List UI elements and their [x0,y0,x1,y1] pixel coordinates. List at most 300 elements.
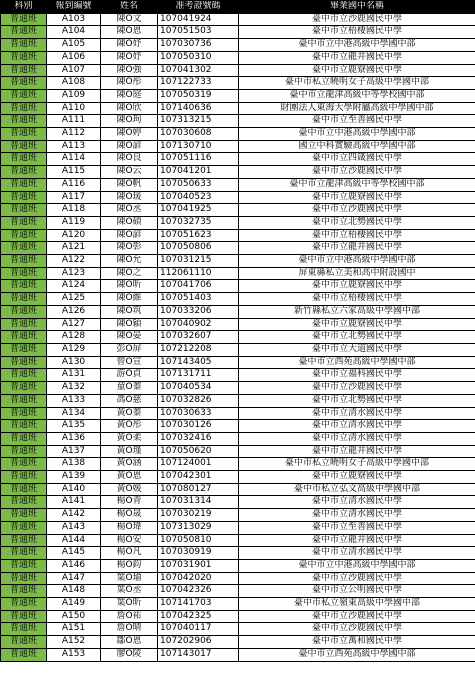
exam-number-cell: 107050633 [158,178,239,191]
exam-number-cell: 107040523 [158,191,239,204]
category-cell: 普通班 [1,356,47,369]
category-cell: 普通班 [1,331,47,344]
school-name-cell: 臺中市立龍井國民中學 [239,242,475,255]
checkin-number-cell: A131 [47,369,101,382]
checkin-number-cell: A120 [47,229,101,242]
student-name-cell: 游O貞 [101,369,158,382]
checkin-number-cell: A118 [47,204,101,217]
student-name-cell: 楊O安 [101,534,158,547]
school-name-cell: 臺中市立龍井國民中學 [239,51,475,64]
checkin-number-cell: A133 [47,394,101,407]
table-row [1,458,475,471]
school-name-cell: 臺中市私立曉明女子高級中學國中部 [239,77,475,90]
school-name-cell: 臺中市立西苑高級中學國中部 [239,648,475,661]
school-name-cell: 臺中市立鹿寮國民中學 [239,280,475,293]
category-cell: 普通班 [1,140,47,153]
checkin-number-cell: A111 [47,115,101,128]
checkin-number-cell: A136 [47,432,101,445]
school-name-cell: 臺中市立公明國民中學 [239,585,475,598]
school-name-cell: 新竹縣私立六家高級中學國中部 [239,305,475,318]
exam-number-cell: 107031215 [158,255,239,268]
school-name-cell: 臺中市立鹿寮國民中學 [239,191,475,204]
table-row [1,191,475,204]
student-name-cell: 陳O妤 [101,39,158,52]
school-name-cell: 臺中市立中港高級中學國中部 [239,39,475,52]
exam-number-cell: 107212208 [158,343,239,356]
table-row [1,432,475,445]
checkin-number-cell: A151 [47,623,101,636]
student-name-cell: 黃O柔 [101,432,158,445]
student-name-cell: 陳O文 [101,13,158,26]
exam-number-cell: 107042020 [158,572,239,585]
student-name-cell: 陳O彤 [101,77,158,90]
student-name-cell: 馮O慈 [101,394,158,407]
category-cell: 普通班 [1,471,47,484]
table-row [1,267,475,280]
table-row [1,356,475,369]
exam-number-cell: 107030219 [158,509,239,522]
school-name-cell: 臺中市私立曉明女子高級中學國中部 [239,458,475,471]
student-name-cell: 黃O彤 [101,420,158,433]
category-cell: 普通班 [1,432,47,445]
school-name-cell: 臺中市立中港高級中學國中部 [239,128,475,141]
table-row [1,115,475,128]
student-name-cell: 陳O昕 [101,280,158,293]
student-name-cell: 葉O瑜 [101,572,158,585]
header-name: 姓名 [101,1,158,14]
student-name-cell: 葉O昕 [101,598,158,611]
checkin-number-cell: A143 [47,521,101,534]
exam-number-cell: 107140636 [158,102,239,115]
exam-number-cell: 107033206 [158,305,239,318]
school-name-cell: 臺中市立沙鹿國民中學 [239,572,475,585]
category-cell: 普通班 [1,26,47,39]
school-name-cell: 臺中市立沙鹿國民中學 [239,166,475,179]
school-name-cell: 臺中市立清水國民中學 [239,496,475,509]
category-cell: 普通班 [1,77,47,90]
student-name-cell: 黃O蓁 [101,407,158,420]
header-exam-number: 准考證號碼 [158,1,239,14]
school-name-cell: 臺中市立鹿寮國民中學 [239,318,475,331]
exam-number-cell: 107080127 [158,483,239,496]
school-name-cell: 臺中市立四箴國民中學 [239,153,475,166]
table-row [1,382,475,395]
student-name-cell: 陳O珣 [101,115,158,128]
table-row [1,89,475,102]
checkin-number-cell: A134 [47,407,101,420]
school-name-cell: 臺中市立大道國民中學 [239,343,475,356]
category-cell: 普通班 [1,166,47,179]
exam-number-cell: 107030736 [158,39,239,52]
school-name-cell: 臺中市立清水國民中學 [239,547,475,560]
category-cell: 普通班 [1,496,47,509]
student-name-cell: 陳O筑 [101,305,158,318]
exam-number-cell: 107032607 [158,331,239,344]
school-name-cell: 臺中市立龍井國民中學 [239,445,475,458]
table-row [1,39,475,52]
table-row [1,547,475,560]
table-row [1,610,475,623]
category-cell: 普通班 [1,509,47,522]
category-cell: 普通班 [1,13,47,26]
category-cell: 普通班 [1,420,47,433]
checkin-number-cell: A142 [47,509,101,522]
student-name-cell: 陳O彰 [101,242,158,255]
school-name-cell: 臺中市立清水國民中學 [239,509,475,522]
checkin-number-cell: A138 [47,458,101,471]
checkin-number-cell: A144 [47,534,101,547]
checkin-number-cell: A114 [47,153,101,166]
table-row [1,521,475,534]
school-name-cell: 臺中市立梧棲國民中學 [239,293,475,306]
category-cell: 普通班 [1,39,47,52]
table-row [1,445,475,458]
school-name-cell: 臺中市立龍津高級中等學校國中部 [239,89,475,102]
checkin-number-cell: A152 [47,636,101,649]
exam-number-cell: 107041924 [158,13,239,26]
student-name-cell: 楊O晟 [101,509,158,522]
table-header [1,1,475,14]
header-checkin-number: 報到編號 [47,1,101,14]
category-cell: 普通班 [1,242,47,255]
exam-number-cell: 107042301 [158,471,239,484]
checkin-number-cell: A121 [47,242,101,255]
exam-number-cell: 107041302 [158,64,239,77]
student-name-cell: 陳O婷 [101,128,158,141]
checkin-number-cell: A126 [47,305,101,318]
checkin-number-cell: A115 [47,166,101,179]
category-cell: 普通班 [1,229,47,242]
checkin-number-cell: A150 [47,610,101,623]
school-name-cell: 屏東縣私立美和高中附設國中 [239,267,475,280]
student-name-cell: 陳O維 [101,293,158,306]
table-row [1,420,475,433]
table-row [1,128,475,141]
exam-number-cell: 107141703 [158,598,239,611]
checkin-number-cell: A149 [47,598,101,611]
school-name-cell: 臺中市立中港高級中學國中部 [239,559,475,572]
student-name-cell: 楊O凡 [101,547,158,560]
school-name-cell: 臺中市立北勢國民中學 [239,331,475,344]
exam-number-cell: 107040534 [158,382,239,395]
student-name-cell: 陳O強 [101,64,158,77]
table-row [1,343,475,356]
exam-number-cell: 107030919 [158,547,239,560]
exam-number-cell: 112061110 [158,267,239,280]
checkin-number-cell: A137 [47,445,101,458]
checkin-number-cell: A132 [47,382,101,395]
checkin-number-cell: A147 [47,572,101,585]
checkin-number-cell: A145 [47,547,101,560]
exam-number-cell: 107313029 [158,521,239,534]
table-row [1,585,475,598]
school-name-cell: 臺中市立西苑高級中學國中部 [239,356,475,369]
table-row [1,572,475,585]
header-school: 畢業國中名稱 [239,1,475,14]
student-name-cell: 陳O穎 [101,318,158,331]
checkin-number-cell: A135 [47,420,101,433]
exam-number-cell: 107032826 [158,394,239,407]
school-name-cell: 國立中科實驗高級中學國中部 [239,140,475,153]
exam-number-cell: 107030633 [158,407,239,420]
category-cell: 普通班 [1,610,47,623]
checkin-number-cell: A130 [47,356,101,369]
exam-number-cell: 107131711 [158,369,239,382]
school-name-cell: 臺中市立沙鹿國民中學 [239,204,475,217]
student-name-cell: 陳O恩 [101,26,158,39]
checkin-number-cell: A113 [47,140,101,153]
exam-number-cell: 107050620 [158,445,239,458]
category-cell: 普通班 [1,51,47,64]
table-row [1,255,475,268]
header-row [1,1,475,14]
category-cell: 普通班 [1,598,47,611]
category-cell: 普通班 [1,559,47,572]
exam-number-cell: 107122733 [158,77,239,90]
exam-number-cell: 107051116 [158,153,239,166]
school-name-cell: 臺中市立鹿寮國民中學 [239,471,475,484]
student-name-cell: 葉O丞 [101,585,158,598]
exam-number-cell: 107313215 [158,115,239,128]
table-row [1,64,475,77]
exam-number-cell: 107040902 [158,318,239,331]
category-cell: 普通班 [1,305,47,318]
exam-number-cell: 107051503 [158,26,239,39]
table-row [1,216,475,229]
student-name-cell: 陳O晏 [101,331,158,344]
exam-number-cell: 107050319 [158,89,239,102]
student-name-cell: 陳O丞 [101,204,158,217]
school-name-cell: 臺中市立沙鹿國民中學 [239,623,475,636]
checkin-number-cell: A104 [47,26,101,39]
category-cell: 普通班 [1,407,47,420]
exam-number-cell: 107031901 [158,559,239,572]
category-cell: 普通班 [1,115,47,128]
category-cell: 普通班 [1,255,47,268]
exam-number-cell: 107130710 [158,140,239,153]
category-cell: 普通班 [1,572,47,585]
category-cell: 普通班 [1,343,47,356]
student-name-cell: 曾O宣 [101,356,158,369]
school-name-cell: 臺中市立清水國民中學 [239,420,475,433]
table-row [1,648,475,661]
category-cell: 普通班 [1,89,47,102]
table-row [1,636,475,649]
checkin-number-cell: A122 [47,255,101,268]
table-row [1,153,475,166]
category-cell: 普通班 [1,280,47,293]
school-name-cell: 臺中市立龍井國民中學 [239,534,475,547]
student-name-cell: 黃O媛 [101,483,158,496]
table-row [1,280,475,293]
table-row [1,559,475,572]
exam-number-cell: 107051623 [158,229,239,242]
table-row [1,166,475,179]
school-name-cell: 臺中市立至善國民中學 [239,521,475,534]
exam-number-cell: 107031314 [158,496,239,509]
table-row [1,229,475,242]
school-name-cell: 財團法人東海大學附屬高級中學國中部 [239,102,475,115]
student-name-cell: 詹O祐 [101,610,158,623]
student-name-cell: 鄒O恩 [101,636,158,649]
school-name-cell: 臺中市私立嶺東高級中學國中部 [239,598,475,611]
exam-number-cell: 107032416 [158,432,239,445]
checkin-number-cell: A125 [47,293,101,306]
student-name-cell: 陳O良 [101,153,158,166]
school-name-cell: 臺中市私立弘文高級中學國中部 [239,483,475,496]
student-name-cell: 陳O庭 [101,89,158,102]
category-cell: 普通班 [1,204,47,217]
school-name-cell: 臺中市立福科國民中學 [239,369,475,382]
student-name-cell: 廖O陵 [101,648,158,661]
student-name-cell: 黃O恩 [101,471,158,484]
checkin-number-cell: A123 [47,267,101,280]
school-name-cell: 臺中市立中港高級中學國中部 [239,255,475,268]
table-body [1,13,475,661]
exam-number-cell: 107040117 [158,623,239,636]
school-name-cell: 臺中市立沙鹿國民中學 [239,610,475,623]
checkin-number-cell: A146 [47,559,101,572]
exam-number-cell: 107124001 [158,458,239,471]
table-row [1,77,475,90]
checkin-number-cell: A153 [47,648,101,661]
checkin-number-cell: A106 [47,51,101,64]
exam-number-cell: 107143017 [158,648,239,661]
exam-number-cell: 107041201 [158,166,239,179]
student-name-cell: 楊O鈞 [101,559,158,572]
category-cell: 普通班 [1,216,47,229]
category-cell: 普通班 [1,534,47,547]
category-cell: 普通班 [1,191,47,204]
student-name-cell: 楊O青 [101,496,158,509]
category-cell: 普通班 [1,318,47,331]
table-row [1,623,475,636]
student-name-cell: 陳O諺 [101,229,158,242]
checkin-number-cell: A108 [47,77,101,90]
category-cell: 普通班 [1,153,47,166]
school-name-cell: 臺中市立北勢國民中學 [239,216,475,229]
header-category: 科別 [1,1,47,14]
student-name-cell: 詹O晴 [101,623,158,636]
table-row [1,204,475,217]
category-cell: 普通班 [1,483,47,496]
table-row [1,178,475,191]
school-name-cell: 臺中市立鹿寮國民中學 [239,64,475,77]
exam-number-cell: 107202906 [158,636,239,649]
table-row [1,471,475,484]
table-row [1,13,475,26]
checkin-number-cell: A107 [47,64,101,77]
checkin-number-cell: A124 [47,280,101,293]
table-row [1,407,475,420]
table-row [1,26,475,39]
exam-number-cell: 107050310 [158,51,239,64]
table-row [1,483,475,496]
student-name-cell: 陳O云 [101,166,158,179]
table-row [1,293,475,306]
student-name-cell: 陳O欣 [101,102,158,115]
school-name-cell: 臺中市立清水國民中學 [239,432,475,445]
school-name-cell: 臺中市立沙鹿國民中學 [239,382,475,395]
table-row [1,509,475,522]
school-name-cell: 臺中市立龍津高級中等學校國中部 [239,178,475,191]
student-name-cell: 楊O瑋 [101,521,158,534]
exam-number-cell: 107030126 [158,420,239,433]
category-cell: 普通班 [1,394,47,407]
exam-number-cell: 107051403 [158,293,239,306]
exam-number-cell: 107032735 [158,216,239,229]
school-name-cell: 臺中市立梧棲國民中學 [239,26,475,39]
student-name-cell: 陳O帆 [101,178,158,191]
checkin-number-cell: A103 [47,13,101,26]
category-cell: 普通班 [1,64,47,77]
category-cell: 普通班 [1,648,47,661]
school-name-cell: 臺中市立萬和國民中學 [239,636,475,649]
student-name-cell: 陳O瑗 [101,191,158,204]
checkin-number-cell: A129 [47,343,101,356]
school-name-cell: 臺中市立梧棲國民中學 [239,229,475,242]
exam-number-cell: 107143405 [158,356,239,369]
student-name-cell: 陳O諺 [101,140,158,153]
checkin-number-cell: A148 [47,585,101,598]
school-name-cell: 臺中市立北勢國民中學 [239,394,475,407]
student-name-cell: 童O蓁 [101,382,158,395]
checkin-number-cell: A110 [47,102,101,115]
checkin-number-cell: A116 [47,178,101,191]
exam-number-cell: 107030608 [158,128,239,141]
checkin-number-cell: A117 [47,191,101,204]
student-name-cell: 彭O屏 [101,343,158,356]
table-row [1,318,475,331]
category-cell: 普通班 [1,445,47,458]
table-row [1,102,475,115]
checkin-number-cell: A140 [47,483,101,496]
checkin-number-cell: A119 [47,216,101,229]
category-cell: 普通班 [1,267,47,280]
category-cell: 普通班 [1,585,47,598]
checkin-number-cell: A109 [47,89,101,102]
category-cell: 普通班 [1,128,47,141]
table-row [1,534,475,547]
table-row [1,305,475,318]
school-name-cell: 臺中市立沙鹿國民中學 [239,13,475,26]
checkin-number-cell: A141 [47,496,101,509]
category-cell: 普通班 [1,623,47,636]
category-cell: 普通班 [1,102,47,115]
student-name-cell: 黃O瑾 [101,445,158,458]
category-cell: 普通班 [1,547,47,560]
checkin-number-cell: A112 [47,128,101,141]
table-row [1,496,475,509]
exam-number-cell: 107041706 [158,280,239,293]
category-cell: 普通班 [1,636,47,649]
table-row [1,331,475,344]
student-name-cell: 陳O之 [101,267,158,280]
exam-number-cell: 107042325 [158,610,239,623]
category-cell: 普通班 [1,369,47,382]
exam-number-cell: 107041925 [158,204,239,217]
exam-number-cell: 107042326 [158,585,239,598]
category-cell: 普通班 [1,382,47,395]
student-name-cell: 陳O允 [101,255,158,268]
table-row [1,394,475,407]
table-row [1,369,475,382]
student-name-cell: 黃O涵 [101,458,158,471]
category-cell: 普通班 [1,178,47,191]
checkin-number-cell: A105 [47,39,101,52]
checkin-number-cell: A127 [47,318,101,331]
category-cell: 普通班 [1,293,47,306]
